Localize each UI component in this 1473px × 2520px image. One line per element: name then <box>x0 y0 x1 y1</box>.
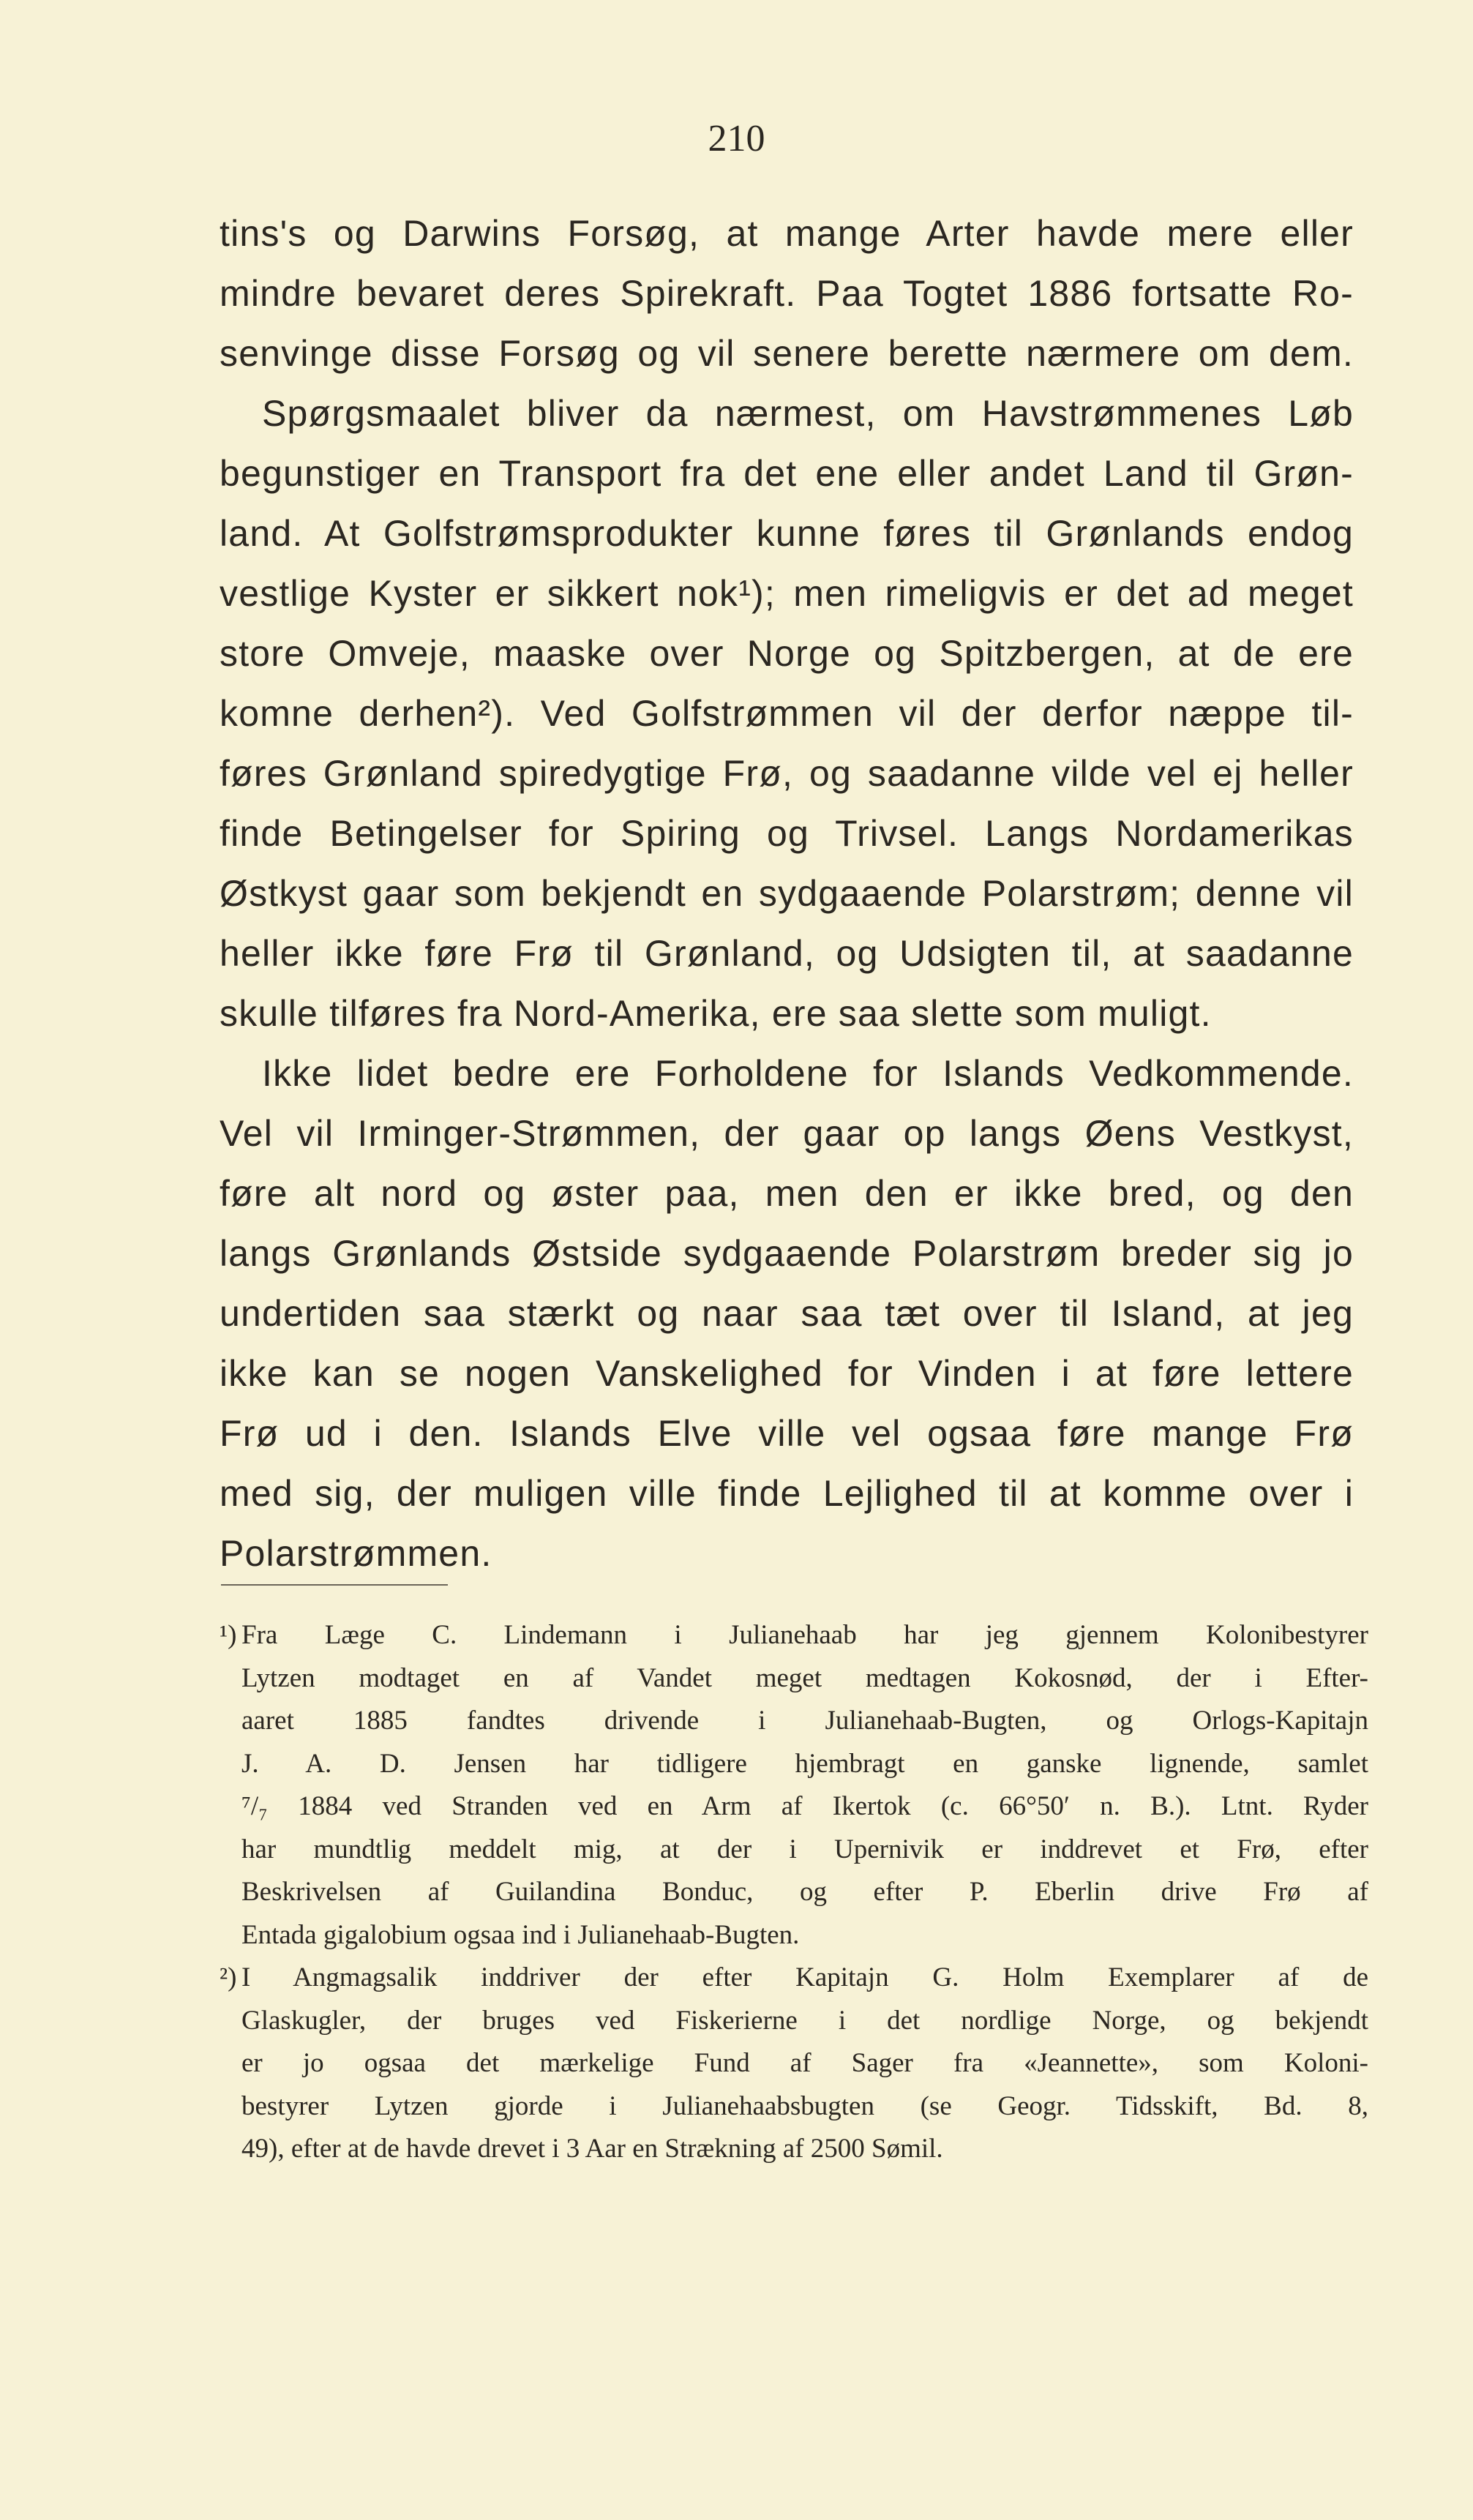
text-line: Frø ud i den. Islands Elve ville vel ogsaa føre mange Frø <box>220 1413 1354 1454</box>
footnote-marker: ¹) <box>220 1620 237 1650</box>
footnote-line: ⁷/₇ 1884 ved Stranden ved en Arm af Ikertok (c. 66°50′ n. B.). Ltnt. Ryder <box>241 1791 1368 1821</box>
text-line: Østkyst gaar som bekjendt en sydgaaende Polarstrøm; denne vil <box>220 873 1354 914</box>
text-line: tins's og Darwins Forsøg, at mange Arter havde mere eller <box>220 213 1354 254</box>
footnote-line <box>220 1614 1368 1657</box>
footnote-line: aaret 1885 fandtes drivende i Julianehaab-Bugten, og Orlogs-Kapitajn <box>241 1706 1368 1736</box>
footnote-line: J. A. D. Jensen har tidligere hjembragt en ganske lignende, samlet <box>241 1748 1368 1779</box>
text-line: undertiden saa stærkt og naar saa tæt over til Island, at jeg <box>220 1293 1354 1334</box>
footnote-marker: ²) <box>220 1962 237 1992</box>
page-number: 210 <box>708 118 765 160</box>
text-line: langs Grønlands Østside sydgaaende Polarstrøm breder sig jo <box>220 1233 1354 1274</box>
footnote-line: Glaskugler, der bruges ved Fiskerierne i det nordlige Norge, og bekjendt <box>241 2005 1368 2036</box>
footnote-divider <box>221 1584 448 1586</box>
footnote-line <box>220 1957 1368 2000</box>
text-line: store Omveje, maaske over Norge og Spitzbergen, at de ere <box>220 633 1354 674</box>
footnote-text: I Angmagsalik inddriver der efter Kapitajn G. Holm Exemplarer af de <box>241 1962 1368 1992</box>
text-line: Vel vil Irminger-Strømmen, der gaar op langs Øens Vestkyst, <box>220 1113 1354 1154</box>
text-line: føres Grønland spiredygtige Frø, og saadanne vilde vel ej heller <box>220 753 1354 794</box>
footnote-line: bestyrer Lytzen gjorde i Julianehaabsbugten (se Geogr. Tidsskift, Bd. 8, <box>241 2090 1368 2121</box>
footnote-line: Beskrivelsen af Guilandina Bonduc, og efter P. Eberlin drive Frø af <box>241 1877 1368 1907</box>
text-line: mindre bevaret deres Spirekraft. Paa Togtet 1886 fortsatte Ro- <box>220 273 1354 314</box>
footnotes <box>220 1614 1368 2171</box>
text-line: med sig, der muligen ville finde Lejlighed til at komme over i <box>220 1473 1354 1514</box>
text-line: føre alt nord og øster paa, men den er ikke bred, og den <box>220 1173 1354 1214</box>
footnote-text: Fra Læge C. Lindemann i Julianehaab har jeg gjennem Kolonibestyrer <box>241 1620 1368 1650</box>
text-line: senvinge disse Forsøg og vil senere berette nærmere om dem. <box>220 333 1354 374</box>
footnote-line: Entada gigalobium ogsaa ind i Julianehaab-Bugten. <box>241 1919 800 1950</box>
text-line: begunstiger en Transport fra det ene eller andet Land til Grøn- <box>220 453 1354 494</box>
text-line: ikke kan se nogen Vanskelighed for Vinden i at føre lettere <box>220 1353 1354 1394</box>
text-line: finde Betingelser for Spiring og Trivsel. Langs Nordamerikas <box>220 813 1354 854</box>
text-line: vestlige Kyster er sikkert nok¹); men rimeligvis er det ad meget <box>220 573 1354 614</box>
footnote-line: har mundtlig meddelt mig, at der i Upernivik er inddrevet et Frø, efter <box>241 1834 1368 1864</box>
text-line: Spørgsmaalet bliver da nærmest, om Havstrømmenes Løb <box>262 393 1354 434</box>
body-text <box>220 203 1354 1583</box>
text-line: komne derhen²). Ved Golfstrømmen vil der derfor næppe til- <box>220 693 1354 734</box>
footnote-line: er jo ogsaa det mærkelige Fund af Sager fra «Jeannette», som Koloni- <box>241 2048 1368 2078</box>
text-line: Polarstrømmen. <box>220 1533 492 1574</box>
footnote-line: Lytzen modtaget en af Vandet meget medtagen Kokosnød, der i Efter- <box>241 1662 1368 1693</box>
text-line: skulle tilføres fra Nord-Amerika, ere saa slette som muligt. <box>220 993 1212 1034</box>
text-line: heller ikke føre Frø til Grønland, og Udsigten til, at saadanne <box>220 933 1354 974</box>
text-line: land. At Golfstrømsprodukter kunne føres til Grønlands endog <box>220 513 1354 554</box>
text-line: Ikke lidet bedre ere Forholdene for Islands Vedkommende. <box>262 1053 1354 1094</box>
footnote-line: 49), efter at de havde drevet i 3 Aar en Strækning af 2500 Sømil. <box>241 2134 943 2164</box>
